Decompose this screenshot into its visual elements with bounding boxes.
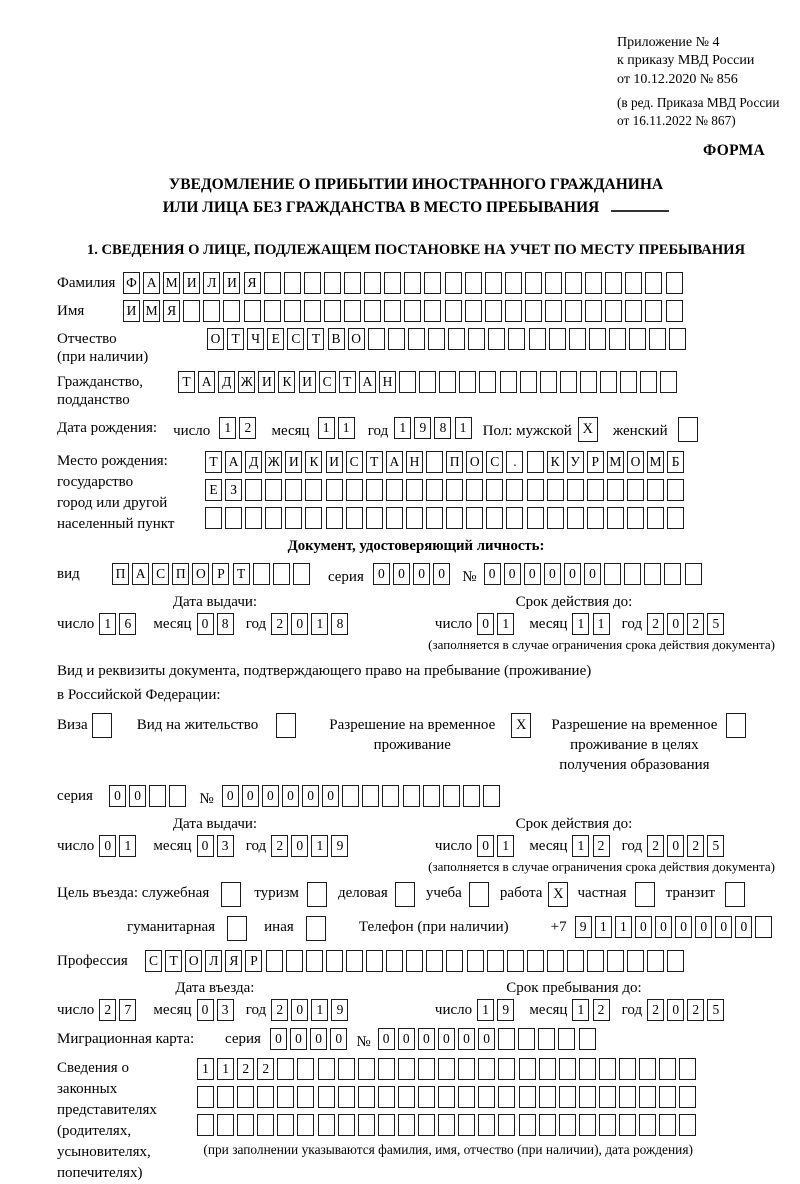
repr-label-line: усыновителях, (57, 1144, 151, 1160)
purpose-transit-label: транзит (665, 885, 716, 901)
appendix-line: к приказу МВД России (617, 53, 755, 69)
purpose-business-checkbox[interactable] (395, 882, 418, 907)
birth-year-label: год (367, 423, 389, 439)
birthplace-label: Место рождения: (57, 453, 168, 469)
permit-issue-month-label: месяц (153, 838, 192, 854)
repr-label-line: (родителях, (57, 1123, 132, 1139)
entry-day-input[interactable]: 2 7 (99, 999, 139, 1021)
entry-day-label: число (57, 1002, 95, 1018)
profession-input[interactable]: С Т О Л Я Р (145, 950, 688, 972)
appendix-edit-line: от 16.11.2022 № 867) (617, 112, 736, 128)
doc-issue-year-input[interactable]: 2 0 1 8 (271, 613, 351, 635)
purpose-transit-checkbox[interactable] (725, 882, 748, 907)
representatives-labels (57, 1058, 197, 1184)
birthplace-labels (57, 451, 205, 535)
doc-number-input[interactable]: 0 0 0 0 0 0 (484, 563, 705, 585)
sex-male-checkbox[interactable]: X (578, 417, 601, 442)
identity-doc-heading: Документ, удостоверяющий личность: (287, 538, 545, 554)
sex-female-label: женский (612, 423, 668, 439)
birth-year-input[interactable]: 1 9 8 1 (394, 417, 474, 439)
doc-number-label: № (462, 569, 477, 585)
appendix-line: Приложение № 4 (617, 35, 720, 50)
citizenship-label: Гражданство, (57, 374, 144, 390)
phone-input[interactable]: 9 1 1 0 0 0 0 0 0 (575, 916, 776, 938)
appendix-header (617, 34, 800, 130)
sex-female-checkbox[interactable] (678, 417, 701, 442)
purpose-work-checkbox[interactable]: X (548, 882, 571, 907)
patronymic-input[interactable]: О Т Ч Е С Т В О (207, 328, 689, 350)
representatives-row3-input[interactable] (197, 1114, 699, 1136)
purpose-study-checkbox[interactable] (469, 882, 492, 907)
profession-label: Профессия (57, 953, 128, 969)
firstname-label: Имя (57, 303, 85, 319)
doc-issue-month-label: месяц (153, 616, 192, 632)
patronymic-label: Отчество (57, 331, 117, 347)
birthplace-city-label2: населенный пункт (57, 516, 175, 532)
patronymic-note: (при наличии) (57, 349, 149, 365)
form-title (57, 173, 775, 220)
purpose-tourism-checkbox[interactable] (307, 882, 330, 907)
temp-permit-label: Разрешение на временное проживание (329, 717, 496, 753)
doc-issue-day-label: число (57, 616, 95, 632)
doc-series-input[interactable]: 0 0 0 0 (373, 563, 453, 585)
migration-series-label: серия (225, 1031, 261, 1047)
purpose-study-label: учеба (425, 885, 462, 901)
permit-issue-year-input[interactable]: 2 0 1 9 (271, 835, 351, 857)
stay-month-label: месяц (529, 1002, 568, 1018)
purpose-humanitarian-label: гуманитарная (127, 919, 216, 935)
temp-permit-edu-label: Разрешение на временное проживание в целях получения образования (551, 717, 718, 773)
permit-number-label: № (199, 791, 214, 807)
residence-doc-text1: Вид и реквизиты документа, подтверждающего право на пребывание (проживание) (57, 663, 592, 679)
birthplace-state-label: государство (57, 474, 134, 490)
migration-number-input[interactable]: 0 0 0 0 0 0 (378, 1028, 599, 1050)
forma-label: ФОРМА (702, 141, 765, 159)
doc-valid-year-label: год (621, 616, 643, 632)
birthplace-row1-input[interactable]: Т А Д Ж И К И С Т А Н П О С . К У Р М О М Б (205, 451, 687, 473)
entry-month-input[interactable]: 0 3 (197, 999, 237, 1021)
temp-permit-edu-checkbox[interactable] (726, 713, 749, 738)
section-1-heading: 1. СВЕДЕНИЯ О ЛИЦЕ, ПОДЛЕЖАЩЕМ ПОСТАНОВКЕ НА УЧЕТ ПО МЕСТУ ПРЕБЫВАНИЯ (86, 242, 746, 258)
appendix-edit-line: (в ред. Приказа МВД России (617, 95, 780, 111)
permit-valid-day-input[interactable]: 0 1 (477, 835, 517, 857)
permit-series-label: серия (57, 788, 93, 804)
migration-card-label: Миграционная карта: (57, 1031, 195, 1047)
purpose-humanitarian-checkbox[interactable] (227, 916, 250, 941)
doc-issue-date-heading: Дата выдачи: (172, 594, 258, 610)
migration-number-label: № (356, 1034, 371, 1050)
doc-valid-until-heading: Срок действия до: (515, 594, 633, 610)
stay-until-heading: Срок пребывания до: (506, 980, 642, 996)
stay-year-label: год (621, 1002, 643, 1018)
permit-issue-year-label: год (245, 838, 267, 854)
purpose-private-label: частная (577, 885, 627, 901)
appendix-line: от 10.12.2020 № 856 (617, 71, 738, 87)
entry-date-heading: Дата въезда: (175, 980, 255, 996)
phone-label: Телефон (при наличии) (358, 919, 509, 935)
doc-issue-day-input[interactable]: 1 6 (99, 613, 139, 635)
purpose-business-label: деловая (338, 885, 388, 901)
stay-month-input[interactable]: 1 2 (572, 999, 612, 1021)
permit-number-input[interactable]: 0 0 0 0 0 0 (222, 785, 503, 807)
permit-restriction-note: (заполняется в случае ограничения срока действия документа) (428, 859, 775, 874)
firstname-input[interactable]: И М Я (123, 300, 686, 322)
purpose-official-checkbox[interactable] (221, 882, 244, 907)
purpose-other-label: иная (264, 919, 294, 935)
visa-label: Виза (57, 717, 88, 733)
temp-permit-checkbox[interactable]: X (511, 713, 534, 738)
birth-date-label: Дата рождения: (57, 420, 158, 436)
permit-issue-month-input[interactable]: 0 3 (197, 835, 237, 857)
entry-month-label: месяц (153, 1002, 192, 1018)
purpose-work-label: работа (499, 885, 543, 901)
repr-label-line: законных (57, 1081, 118, 1097)
doc-issue-month-input[interactable]: 0 8 (197, 613, 237, 635)
permit-valid-day-label: число (434, 838, 473, 854)
citizenship-input[interactable]: Т А Д Ж И К И С Т А Н (178, 371, 680, 393)
form-title-line1: УВЕДОМЛЕНИЕ О ПРИБЫТИИ ИНОСТРАННОГО ГРАЖДАНИНА (168, 175, 664, 193)
entry-year-label: год (245, 1002, 267, 1018)
permit-valid-month-label: месяц (529, 838, 568, 854)
doc-valid-day-label: число (434, 616, 473, 632)
doc-valid-year-input[interactable]: 2 0 2 5 (647, 613, 727, 635)
birthplace-city-label1: город или другой (57, 495, 168, 511)
purpose-other-checkbox[interactable] (306, 916, 329, 941)
title-blank-line (611, 210, 669, 212)
permit-series-input[interactable]: 0 0 (109, 785, 189, 807)
residence-doc-text2: в Российской Федерации: (57, 687, 221, 703)
doc-valid-day-input[interactable]: 0 1 (477, 613, 517, 635)
representatives-row2-input[interactable] (197, 1086, 699, 1108)
doc-issue-year-label: год (245, 616, 267, 632)
birth-day-label: число (173, 423, 211, 439)
stay-year-input[interactable]: 2 0 2 5 (647, 999, 727, 1021)
doc-restriction-note: (заполняется в случае ограничения срока действия документа) (428, 637, 775, 652)
purpose-private-checkbox[interactable] (635, 882, 658, 907)
birth-day-input[interactable]: 1 2 (219, 417, 259, 439)
repr-label-line: представителях (57, 1102, 157, 1118)
sex-male-label: Пол: мужской (482, 423, 572, 439)
stay-day-input[interactable]: 1 9 (477, 999, 517, 1021)
birth-month-label: месяц (271, 423, 310, 439)
residence-permit-label: Вид на жительство (136, 717, 259, 733)
birth-month-input[interactable]: 1 1 (318, 417, 358, 439)
permit-valid-year-input[interactable]: 2 0 2 5 (647, 835, 727, 857)
representatives-row1-input[interactable]: 1 1 2 2 (197, 1058, 699, 1080)
permit-issue-date-heading: Дата выдачи: (172, 816, 258, 832)
doc-type-input[interactable]: П А С П О Р Т (112, 563, 313, 585)
citizenship-label2: подданство (57, 392, 130, 408)
birthplace-row3-input[interactable] (205, 507, 687, 529)
surname-label: Фамилия (57, 275, 116, 291)
entry-year-input[interactable]: 2 0 1 9 (271, 999, 351, 1021)
stay-day-label: число (434, 1002, 473, 1018)
doc-valid-month-input[interactable]: 1 1 (572, 613, 612, 635)
permit-valid-until-heading: Срок действия до: (515, 816, 633, 832)
doc-valid-month-label: месяц (529, 616, 568, 632)
visa-checkbox[interactable] (92, 713, 115, 738)
permit-valid-month-input[interactable]: 1 2 (572, 835, 612, 857)
permit-issue-day-label: число (57, 838, 95, 854)
residence-permit-checkbox[interactable] (276, 713, 299, 738)
repr-label-line: попечителях) (57, 1165, 143, 1181)
phone-prefix: +7 (550, 919, 567, 935)
surname-input[interactable]: Ф А М И Л И Я (123, 272, 686, 294)
doc-type-label: вид (57, 566, 80, 582)
birthplace-row2-input[interactable]: Е З (205, 479, 687, 501)
permit-issue-day-input[interactable]: 0 1 (99, 835, 139, 857)
permit-valid-year-label: год (621, 838, 643, 854)
purpose-official-label: Цель въезда: служебная (57, 885, 210, 901)
representatives-note: (при заполнении указываются фамилия, имя, отчество (при наличии), дата рождения) (203, 1142, 693, 1157)
migration-series-input[interactable]: 0 0 0 0 (270, 1028, 350, 1050)
repr-label-line: Сведения о (57, 1060, 129, 1076)
form-title-line2: ИЛИ ЛИЦА БЕЗ ГРАЖДАНСТВА В МЕСТО ПРЕБЫВАНИЯ (162, 198, 600, 216)
doc-series-label: серия (327, 569, 364, 585)
purpose-tourism-label: туризм (254, 885, 299, 901)
